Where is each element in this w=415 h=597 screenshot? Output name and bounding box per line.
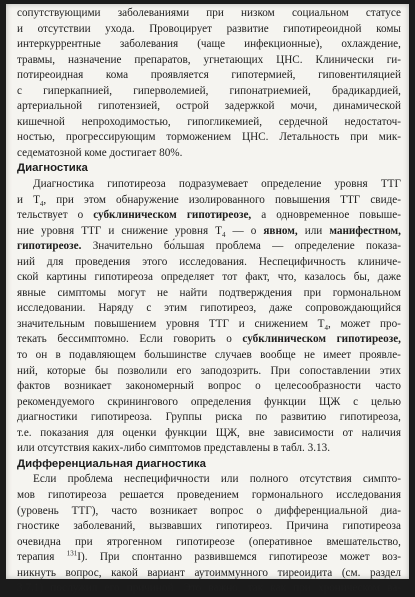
paragraph-clinical [17, 6, 401, 161]
book-page [6, 4, 409, 595]
text-line: фактов возникает закономерный вопрос о целесообразности часто [17, 380, 401, 393]
text-line: интеркуррентные заболевания (чаще инфекционные), охлаждение, [17, 38, 401, 51]
text-line: то он в подавляющем большинстве случаев вообще не имеет проявле- [17, 349, 401, 362]
text-line: с гиперкапнией, гиперволемией, гипонатриемией, брадикардией, [17, 84, 401, 97]
text-line: (уровень ТТГ), часто возникает вопрос о дифференциальной диа- [17, 504, 401, 517]
text-line: диагностики гипотиреоза. Группы риска по развитию гипотиреоза, [17, 411, 401, 424]
text-line: и $Т_4$, при этом обнаружение изолированного повышения ТТГ свиде- [17, 193, 401, 208]
text-line: исследовании. Наряду с этим гипотиреоз, даже сопровождающийся [17, 302, 401, 315]
text-line: тельствует о субклиническом гипотиреозе, а одновременное повыше- [17, 209, 401, 222]
section-heading-differential: Дифференциальная диагностика [17, 457, 206, 470]
section-heading-diagnostics: Диагностика [17, 162, 88, 175]
text-line: или отсутствия каких-либо симптомов представлены в табл. 3.13. [17, 442, 330, 455]
text-line: и отсутствии ухода. Провоцирует развитие гипотиреоидной комы [17, 22, 401, 35]
text-line: сопутствующими заболеваниями при низком социальном статусе [17, 7, 401, 19]
text-line: 3.7.1) послужил его причиной. Это важно, так как при хроническом ва- [17, 582, 401, 595]
paragraph-differential [17, 472, 401, 596]
text-line: ностью, прогрессирующим торможением ЦНС. Летальность при мик- [17, 131, 401, 144]
text-line: Если проблема неспецифичности или полного отсутствия симпто- [33, 473, 401, 486]
text-line: ний, которые бы позволили его заподозрить. При сопоставлении этих [17, 364, 401, 377]
page-content [17, 6, 401, 597]
text-line: потиреоидная кома проявляется гипотермией, гиповентиляцией [17, 69, 401, 82]
text-line: травмы, назначение препаратов, угнетающих ЦНС. Клинически ги- [17, 53, 401, 66]
text-line: артериальной гипотензией, острой задержкой мочи, динамической [17, 100, 401, 113]
text-line: очевидна при ятрогенном гипотиреозе (оперативное вмешательство, [17, 535, 401, 548]
text-line: Диагностика гипотиреоза подразумевает определение уровня ТТГ [33, 178, 401, 191]
text-line: терапия $^{131}$I). При спонтанно развившемся гипотиреозе может воз- [17, 549, 401, 564]
text-line: ний для проведения этого исследования. Неспецифичность клиниче- [17, 255, 401, 268]
text-line: седематозной коме достигает 80%. [17, 146, 183, 159]
text-line: гностике заболеваний, вызвавших гипотиреоз. Причина гипотиреоза [17, 520, 401, 533]
text-line: мов гипотиреоза решается проведением гормонального исследования [17, 488, 401, 501]
text-line: ской картины гипотиреоза определяет тот факт, что, казалось бы, даже [17, 271, 401, 284]
text-line: гипотиреозе. Значительно бо́льшая проблема — определение показа- [17, 240, 401, 253]
text-line: ние уровня ТТГ и снижение уровня $Т_4$ — о явном, или манифестном, [17, 224, 401, 239]
text-line: никнуть вопрос, какой вариант аутоиммунного тиреоидита (см. раздел [17, 566, 401, 579]
paragraph-diagnostics [17, 177, 401, 457]
text-line: кишечной непроходимостью, гипогликемией, сердечной недостаточ- [17, 115, 401, 128]
text-line: рекомендуемого скринингового определения функции ЩЖ с целью [17, 395, 401, 408]
text-line: значительным повышением уровня ТТГ и снижением $Т_4$, может про- [17, 317, 401, 333]
text-line: явные симптомы могут не найти подтверждения при гормональном [17, 286, 401, 299]
text-line: т.е. показания для оценки функции ЩЖ, вне зависимости от наличия [17, 426, 401, 439]
text-line: текать бессимптомно. Если говорить о субклиническом гипотиреозе, [17, 333, 401, 346]
